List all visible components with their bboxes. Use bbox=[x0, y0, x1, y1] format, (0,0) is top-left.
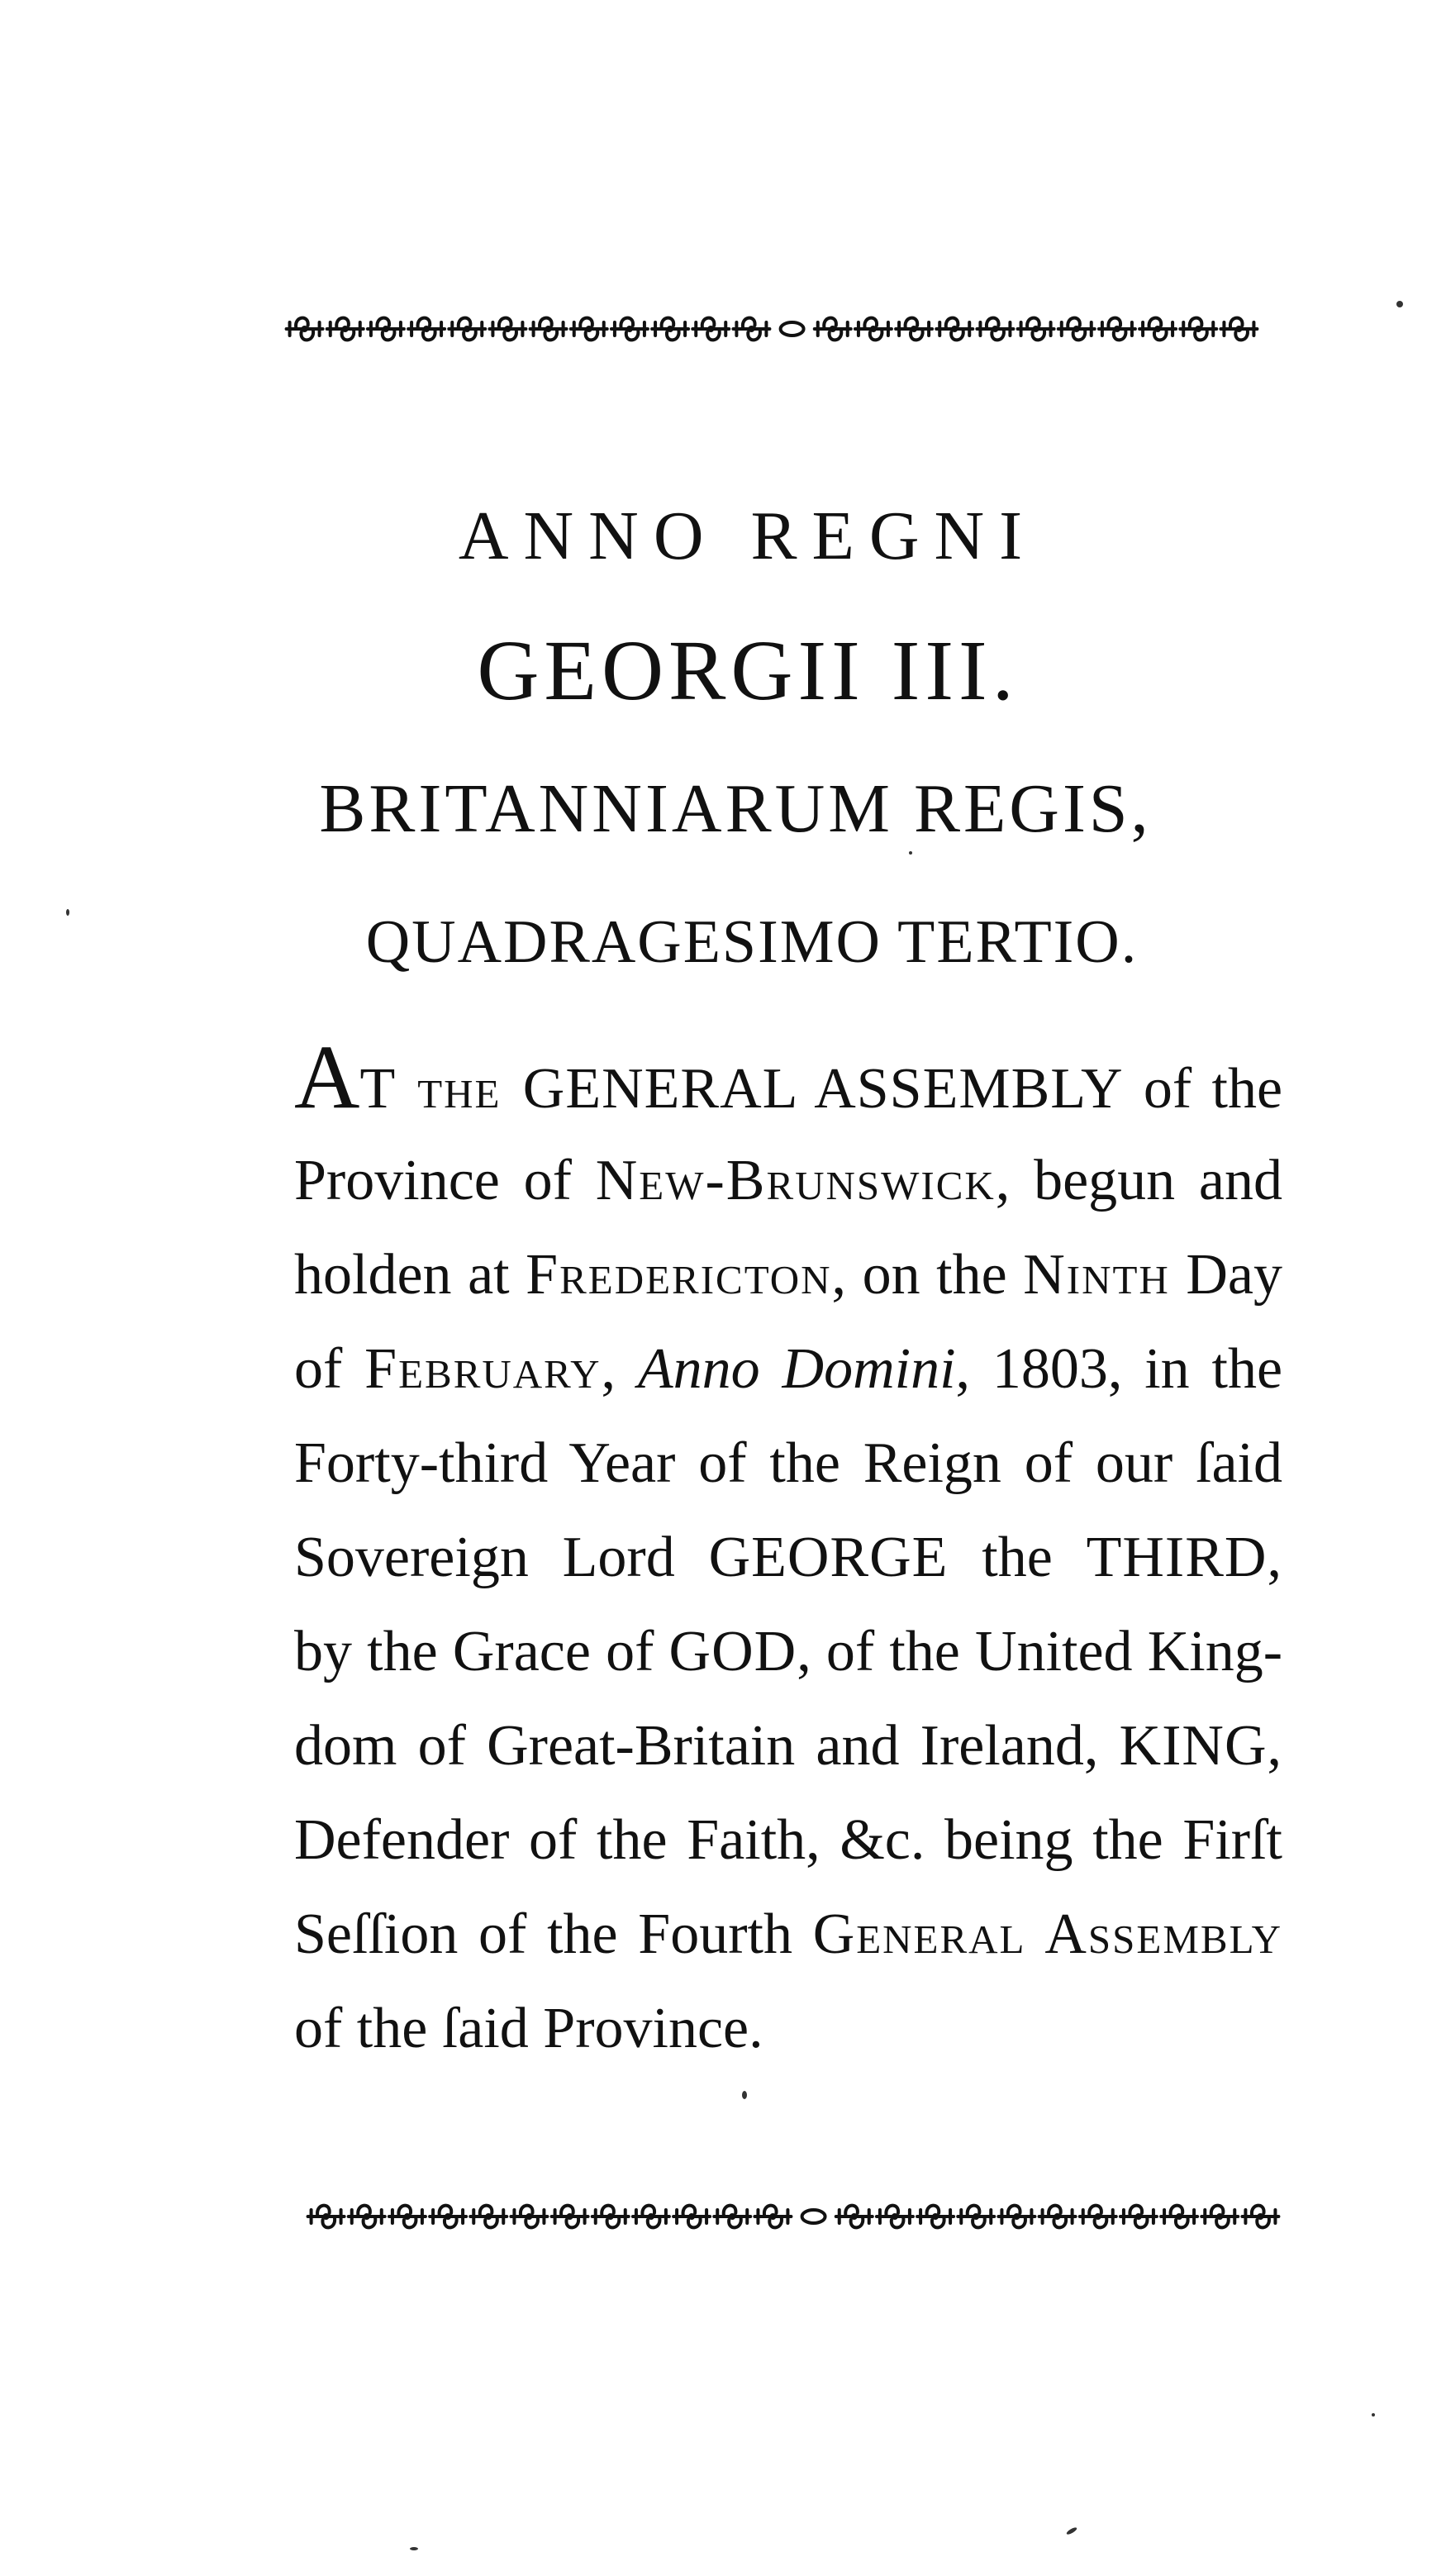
body-line-1-start: T the bbox=[359, 1057, 523, 1121]
body-line-1 bbox=[294, 1026, 1283, 1134]
drop-cap: A bbox=[294, 1026, 360, 1127]
king-ordinal: THIRD, bbox=[1086, 1526, 1282, 1589]
fleuron-icon bbox=[1242, 2206, 1278, 2228]
body-line-2 bbox=[294, 1134, 1282, 1228]
body-line-6-mid: the bbox=[948, 1526, 1087, 1589]
ornament-top-svg bbox=[284, 311, 1259, 347]
fleuron-icon bbox=[754, 2206, 791, 2228]
fleuron-icon bbox=[896, 318, 932, 340]
general-assembly-smallcaps: General Assembly bbox=[812, 1902, 1282, 1966]
fleuron-icon bbox=[368, 318, 404, 340]
fleuron-icon bbox=[977, 318, 1013, 340]
body-line-3-mid: , on the bbox=[831, 1243, 1024, 1307]
body-line-6-start: Sovereign Lord bbox=[294, 1526, 709, 1589]
king-name: GEORGE bbox=[708, 1526, 949, 1589]
body-line-6 bbox=[294, 1511, 1282, 1605]
fleuron-icon bbox=[1058, 318, 1095, 340]
fleuron-icon bbox=[592, 2206, 629, 2228]
fleuron-icon bbox=[1161, 2206, 1197, 2228]
fleuron-icon bbox=[673, 2206, 710, 2228]
fleuron-icon bbox=[571, 318, 607, 340]
god-word: GOD bbox=[668, 1620, 797, 1683]
body-line-4 bbox=[294, 1322, 1282, 1417]
fleuron-icon bbox=[389, 2206, 426, 2228]
fleuron-icon bbox=[1120, 2206, 1157, 2228]
body-line-7-start: by the Grace of bbox=[294, 1620, 669, 1683]
fleuron-icon bbox=[489, 318, 526, 340]
day-ordinal: Ninth bbox=[1023, 1243, 1170, 1307]
bottom-ornament-border bbox=[306, 2198, 1281, 2235]
fleuron-icon bbox=[1180, 318, 1216, 340]
body-line-4-start: of bbox=[294, 1337, 365, 1401]
fleuron-icon bbox=[877, 2206, 913, 2228]
fleuron-icon bbox=[733, 318, 769, 340]
fleuron-icon bbox=[327, 318, 364, 340]
title-quadragesimo-tertio: QUADRAGESIMO TERTIO. bbox=[365, 908, 1139, 976]
print-speck bbox=[1066, 2526, 1078, 2536]
body-line-8 bbox=[294, 1699, 1282, 1793]
title-britanniarum-regis: BRITANNIARUM REGIS, bbox=[319, 770, 1152, 847]
fleuron-icon bbox=[936, 318, 973, 340]
fleuron-icon bbox=[308, 2206, 345, 2228]
body-line-2-start: Province of bbox=[294, 1149, 596, 1212]
fleuron-icon bbox=[917, 2206, 954, 2228]
body-line-5: Forty-third Year of the Reign of our ſaid bbox=[294, 1431, 1282, 1495]
month-name: February bbox=[364, 1337, 602, 1401]
top-ornament-border bbox=[284, 311, 1259, 347]
fleuron-icon bbox=[530, 318, 567, 340]
fleuron-icon bbox=[287, 318, 323, 340]
fleuron-icon bbox=[1139, 318, 1176, 340]
body-line-10-start: Seſſion of the Fourth bbox=[294, 1902, 813, 1966]
body-line-10 bbox=[294, 1888, 1282, 1982]
body-line-11: of the ſaid Province. bbox=[294, 1997, 763, 2060]
fleuron-icon bbox=[633, 2206, 669, 2228]
body-paragraph bbox=[294, 1026, 1283, 2076]
print-speck bbox=[66, 909, 69, 916]
fleuron-icon bbox=[449, 318, 485, 340]
print-speck bbox=[909, 851, 912, 855]
print-speck bbox=[410, 2547, 418, 2550]
body-line-7-end: , of the United King- bbox=[797, 1620, 1282, 1683]
fleuron-icon bbox=[815, 318, 851, 340]
fleuron-icon bbox=[552, 2206, 588, 2228]
body-line-3-start: holden at bbox=[294, 1243, 526, 1307]
fleuron-icon bbox=[1039, 2206, 1076, 2228]
king-title: KING, bbox=[1119, 1714, 1282, 1778]
print-speck bbox=[1396, 301, 1403, 307]
fleuron-icon bbox=[430, 2206, 466, 2228]
place-name: Fredericton bbox=[526, 1243, 832, 1307]
fleuron-icon bbox=[511, 2206, 547, 2228]
ornament-bottom-svg bbox=[306, 2198, 1281, 2235]
print-speck bbox=[1372, 2413, 1375, 2416]
print-speck bbox=[742, 2091, 747, 2099]
fleuron-icon bbox=[1080, 2206, 1116, 2228]
fleuron-icon bbox=[855, 318, 892, 340]
fleuron-icon bbox=[652, 318, 688, 340]
fleuron-icon bbox=[611, 318, 648, 340]
fleuron-icon bbox=[998, 2206, 1035, 2228]
province-name: New-Brunswick bbox=[595, 1149, 996, 1212]
fleuron-icon bbox=[836, 2206, 873, 2228]
fleuron-icon bbox=[781, 322, 804, 336]
fleuron-icon bbox=[958, 2206, 994, 2228]
body-line-4-comma: , bbox=[601, 1337, 638, 1401]
fleuron-icon bbox=[692, 318, 729, 340]
body-line-2-end: , begun and bbox=[995, 1149, 1283, 1212]
body-line-3-end: Day bbox=[1169, 1243, 1282, 1307]
fleuron-icon bbox=[1099, 318, 1135, 340]
fleuron-icon bbox=[714, 2206, 750, 2228]
anno-domini: Anno Domini bbox=[637, 1337, 956, 1401]
body-line-9: Defender of the Faith, &c. being the Firſt bbox=[294, 1808, 1282, 1872]
fleuron-icon bbox=[470, 2206, 507, 2228]
body-line-3 bbox=[294, 1228, 1282, 1322]
title-anno-regni: ANNO REGNI bbox=[458, 498, 1038, 574]
body-line-8-start: dom of Great-Britain and Ireland, bbox=[294, 1714, 1120, 1778]
general-assembly: GENERAL ASSEMBLY bbox=[522, 1057, 1124, 1121]
fleuron-icon bbox=[1201, 2206, 1238, 2228]
body-line-4-end: , 1803, in the bbox=[955, 1337, 1283, 1401]
fleuron-icon bbox=[1018, 318, 1054, 340]
fleuron-icon bbox=[802, 2210, 825, 2223]
body-line-1-end: of the bbox=[1123, 1057, 1283, 1121]
fleuron-icon bbox=[349, 2206, 385, 2228]
fleuron-icon bbox=[408, 318, 445, 340]
title-georgii: GEORGII III. bbox=[477, 623, 1019, 718]
fleuron-icon bbox=[1220, 318, 1257, 340]
body-line-7 bbox=[294, 1605, 1282, 1699]
